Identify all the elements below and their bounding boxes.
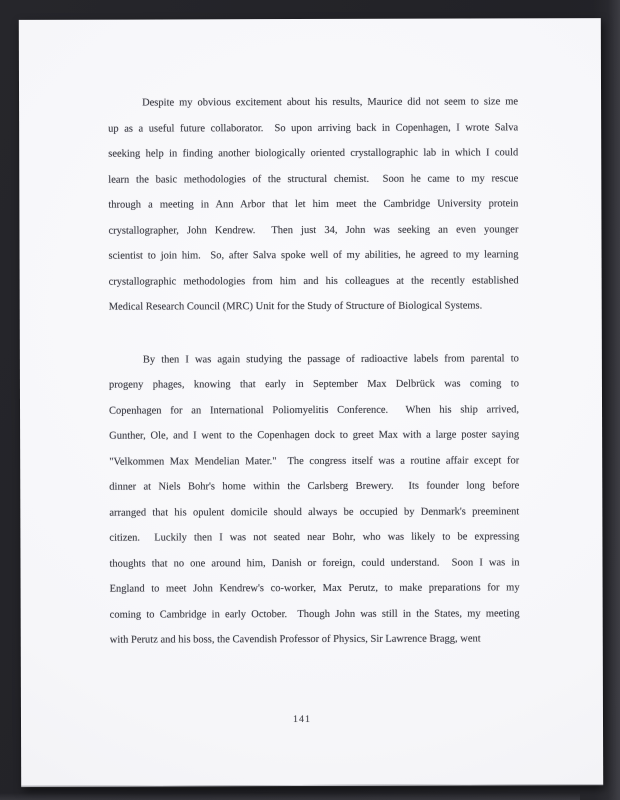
text-line: arranged that his opulent domicile should always be occupied by Denmark's preeminent (109, 505, 520, 519)
page-text-block (108, 89, 520, 653)
text-line: Medical Research Council (MRC) Unit for the Study of Structure of Biological Systems. (108, 300, 483, 313)
text-line: Despite my obvious excitement about his results, Maurice did not seem to size me (142, 96, 519, 109)
text-line: Copenhagen for an International Poliomyelitis Conference. When his ship arrived, (109, 403, 520, 417)
paragraph (108, 89, 519, 320)
text-line: learn the basic methodologies of the structural chemist. Soon he came to my rescue (108, 172, 519, 186)
text-line: Gunther, Ole, and I went to the Copenhagen dock to greet Max with a large poster saying (109, 429, 520, 442)
page-number: 141 (292, 714, 312, 726)
text-line: England to meet John Kendrew's co-worker, Max Perutz, to make preparations for my (109, 582, 520, 595)
text-line: with Perutz and his boss, the Cavendish Professor of Physics, Sir Lawrence Bragg, went (109, 633, 481, 646)
text-line: crystallographic methodologies from him and his colleagues at the recently established (108, 274, 519, 288)
text-line: coming to Cambridge in early October. Though John was still in the States, my meeting (109, 607, 520, 621)
text-line: dinner at Niels Bohr's home within the Carlsberg Brewery. Its founder long before (109, 480, 520, 493)
paragraph (109, 346, 520, 653)
text-line: crystallographer, John Kendrew. Then just 34, John was seeking an even younger (108, 223, 519, 237)
text-line: citizen. Luckily then I was not seated near Bohr, who was likely to be expressing (109, 531, 520, 544)
text-line: up as a useful future collaborator. So upon arriving back in Copenhagen, I wrote Salva (108, 121, 519, 135)
document-page (19, 18, 603, 787)
text-line: "Velkommen Max Mendelian Mater." The congress itself was a routine affair except for (109, 454, 520, 468)
text-line: seeking help in finding another biologically oriented crystallographic lab in which I could (108, 147, 519, 160)
text-line: By then I was again studying the passage of radioactive labels from parental to (142, 352, 519, 366)
text-line: through a meeting in Ann Arbor that let him meet the Cambridge University protein (108, 198, 519, 211)
text-line: thoughts that no one around him, Danish or foreign, could understand. Soon I was in (109, 556, 520, 570)
text-line: progeny phages, knowing that early in September Max Delbrück was coming to (108, 378, 519, 391)
text-line: scientist to join him. So, after Salva spoke well of my abilities, he agreed to my learning (108, 249, 519, 262)
